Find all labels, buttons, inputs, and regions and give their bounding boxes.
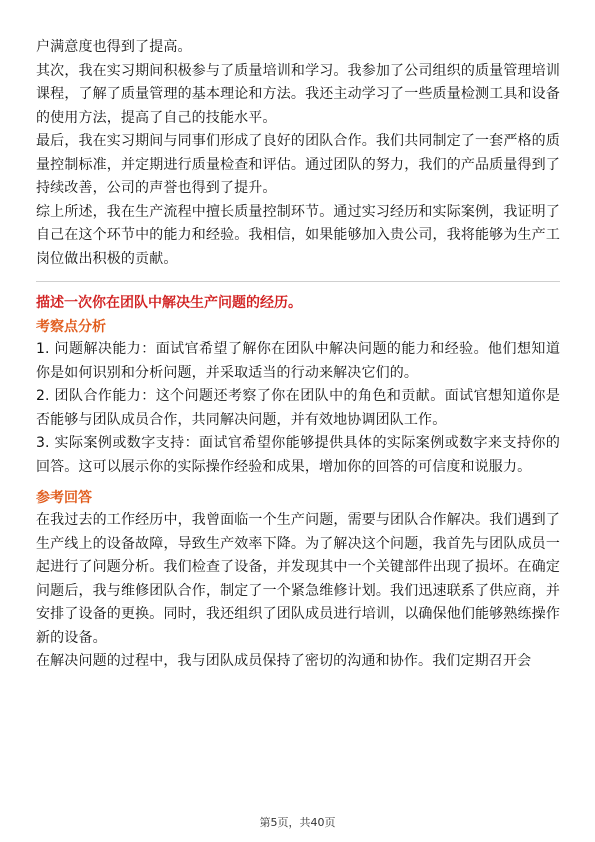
section-divider [36, 281, 560, 282]
answer-paragraph: 在解决问题的过程中，我与团队成员保持了密切的沟通和协作。我们定期召开会 [36, 653, 532, 669]
document-page [36, 36, 560, 674]
paragraph: 户满意度也得到了提高。 [36, 39, 192, 55]
paragraph: 其次，我在实习期间积极参与了质量培训和学习。我参加了公司组织的质量管理培训课程，了解了质量管理的基本理论和方法。我还主动学习了一些质量检测工具和设备的使用方法，提高了自己的技能水平。 [36, 62, 560, 126]
page-number: 第5页，共40页 [259, 816, 336, 829]
analysis-title: 考察点分析 [36, 319, 106, 335]
analysis-item: 1. 问题解决能力：面试官希望了解你在团队中解决问题的能力和经验。他们想知道你是如何识别和分析问题，并采取适当的行动来解决它们的。 [36, 341, 560, 381]
answer-title: 参考回答 [36, 490, 92, 506]
analysis-item: 2. 团队合作能力：这个问题还考察了你在团队中的角色和贡献。面试官想知道你是否能够与团队成员合作，共同解决问题，并有效地协调团队工作。 [36, 388, 560, 428]
question-heading: 描述一次你在团队中解决生产问题的经历。 [36, 295, 302, 311]
paragraph: 综上所述，我在生产流程中擅长质量控制环节。通过实习经历和实际案例，我证明了自己在这个环节中的能力和经验。我相信，如果能够加入贵公司，我将能够为生产工岗位做出积极的贡献。 [36, 203, 560, 267]
answer-paragraph: 在我过去的工作经历中，我曾面临一个生产问题，需要与团队合作解决。我们遇到了生产线上的设备故障，导致生产效率下降。为了解决这个问题，我首先与团队成员一起进行了问题分析。我们检查了设备，并发现其中一个关键部件出现了损坏。在确定问题后，我与维修团队合作，制定了一个紧急维修计划。我们迅速联系了供应商，并安排了设备的更换。同时，我还组织了团队成员进行培训，以确保他们能够熟练操作新的设备。 [36, 512, 560, 646]
analysis-item: 3. 实际案例或数字支持：面试官希望你能够提供具体的实际案例或数字来支持你的回答。这可以展示你的实际操作经验和成果，增加你的回答的可信度和说服力。 [36, 435, 560, 475]
paragraph: 最后，我在实习期间与同事们形成了良好的团队合作。我们共同制定了一套严格的质量控制标准，并定期进行质量检查和评估。通过团队的努力，我们的产品质量得到了持续改善，公司的声誉也得到了提升。 [36, 133, 560, 196]
